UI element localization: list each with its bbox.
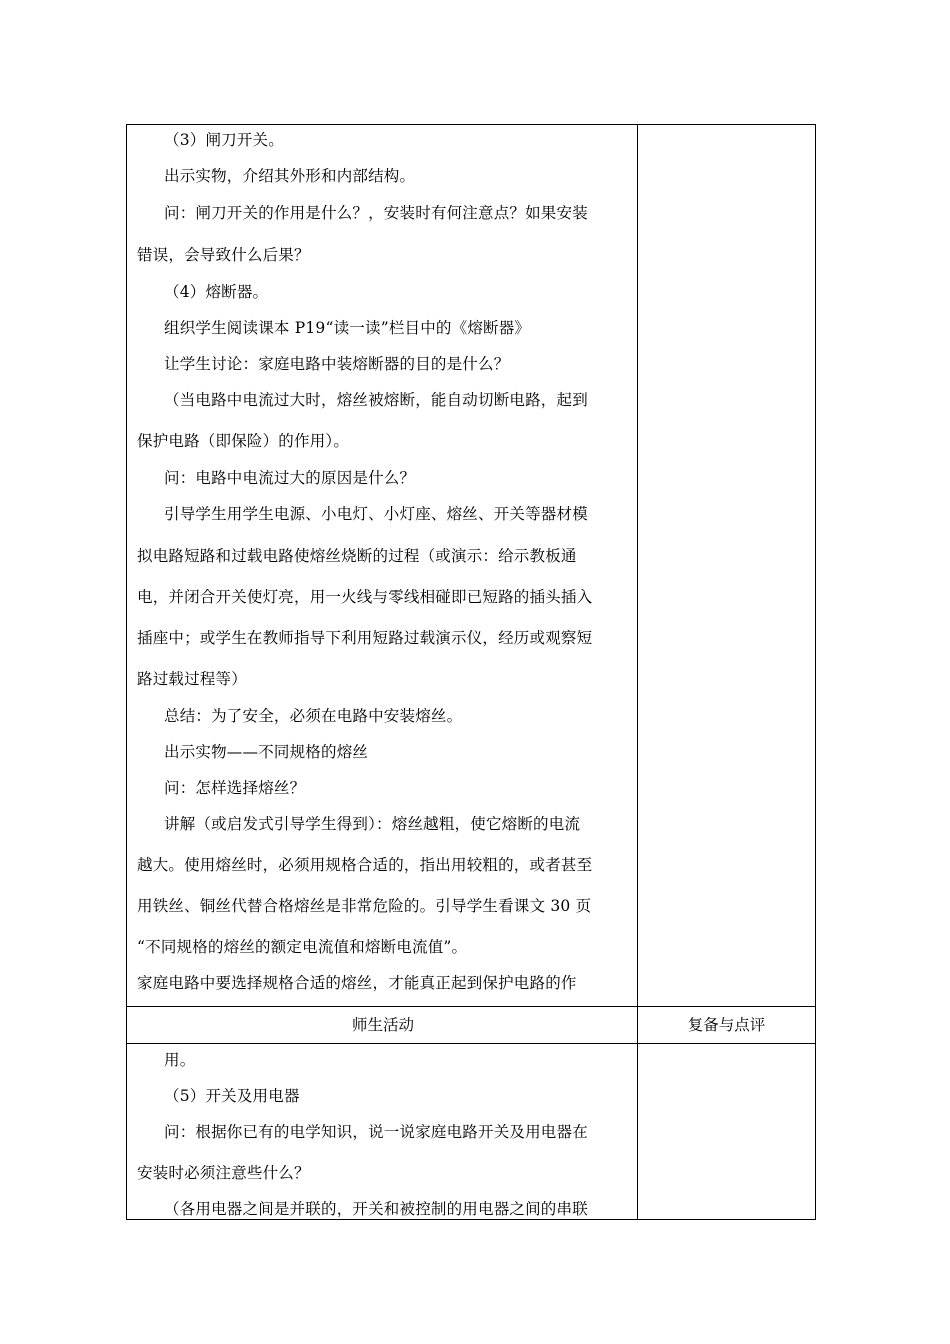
text-line: （当电路中电流过大时，熔丝被熔断，能自动切断电路，起到 bbox=[164, 391, 588, 409]
review-cell bbox=[638, 1044, 815, 1219]
text-line: 组织学生阅读课本 P19“读一读”栏目中的《熔断器》 bbox=[164, 319, 531, 337]
text-line: 引导学生用学生电源、小电灯、小灯座、熔丝、开关等器材模 bbox=[164, 505, 588, 523]
text-line: 电，并闭合开关使灯亮，用一火线与零线相碰即已短路的插头插入 bbox=[137, 588, 593, 606]
table-header-row bbox=[127, 1006, 815, 1043]
text-line: 插座中；或学生在教师指导下利用短路过载演示仪，经历或观察短 bbox=[137, 629, 593, 647]
review-cell bbox=[638, 125, 815, 1006]
text-line: 用铁丝、铜丝代替合格熔丝是非常危险的。引导学生看课文 30 页 bbox=[137, 897, 592, 915]
table-row bbox=[127, 125, 815, 1006]
text-line: （5）开关及用电器 bbox=[164, 1087, 300, 1105]
text-line: 总结：为了安全，必须在电路中安装熔丝。 bbox=[164, 707, 463, 725]
text-line: 错误，会导致什么后果？ bbox=[137, 246, 310, 264]
lesson-table bbox=[126, 124, 816, 1220]
text-line: （3）闸刀开关。 bbox=[164, 131, 284, 149]
text-line: 让学生讨论：家庭电路中装熔断器的目的是什么？ bbox=[164, 355, 510, 373]
text-line: 问：电路中电流过大的原因是什么？ bbox=[164, 469, 416, 487]
activity-cell bbox=[127, 1044, 638, 1219]
text-line: 讲解（或启发式引导学生得到）：熔丝越粗，使它熔断的电流 bbox=[164, 815, 581, 833]
text-line: 问：怎样选择熔丝？ bbox=[164, 779, 306, 797]
text-line: 家庭电路中要选择规格合适的熔丝，才能真正起到保护电路的作 bbox=[137, 974, 577, 992]
text-line: （4）熔断器。 bbox=[164, 283, 269, 301]
table-row bbox=[127, 1043, 815, 1219]
text-line: 出示实物——不同规格的熔丝 bbox=[164, 743, 369, 761]
text-line: 路过载过程等） bbox=[137, 670, 247, 688]
text-line: 拟电路短路和过载电路使熔丝烧断的过程（或演示：给示教板通 bbox=[137, 547, 577, 565]
text-line: 出示实物，介绍其外形和内部结构。 bbox=[164, 167, 416, 185]
text-line: （各用电器之间是并联的，开关和被控制的用电器之间的串联 bbox=[164, 1200, 588, 1218]
text-line: 问：闸刀开关的作用是什么？，安装时有何注意点？如果安装 bbox=[164, 204, 588, 222]
text-line: 越大。使用熔丝时，必须用规格合适的，指出用较粗的，或者甚至 bbox=[137, 856, 593, 874]
activity-header: 师生活动 bbox=[127, 1007, 638, 1043]
review-header: 复备与点评 bbox=[687, 1016, 766, 1034]
activity-cell bbox=[127, 125, 638, 1006]
text-line: “不同规格的熔丝的额定电流值和熔断电流值”。 bbox=[137, 938, 468, 956]
text-line: 用。 bbox=[164, 1051, 196, 1069]
text-line: 安装时必须注意些什么？ bbox=[137, 1164, 310, 1182]
text-line: 保护电路（即保险）的作用）。 bbox=[137, 432, 350, 450]
text-line: 问：根据你已有的电学知识，说一说家庭电路开关及用电器在 bbox=[164, 1123, 588, 1141]
